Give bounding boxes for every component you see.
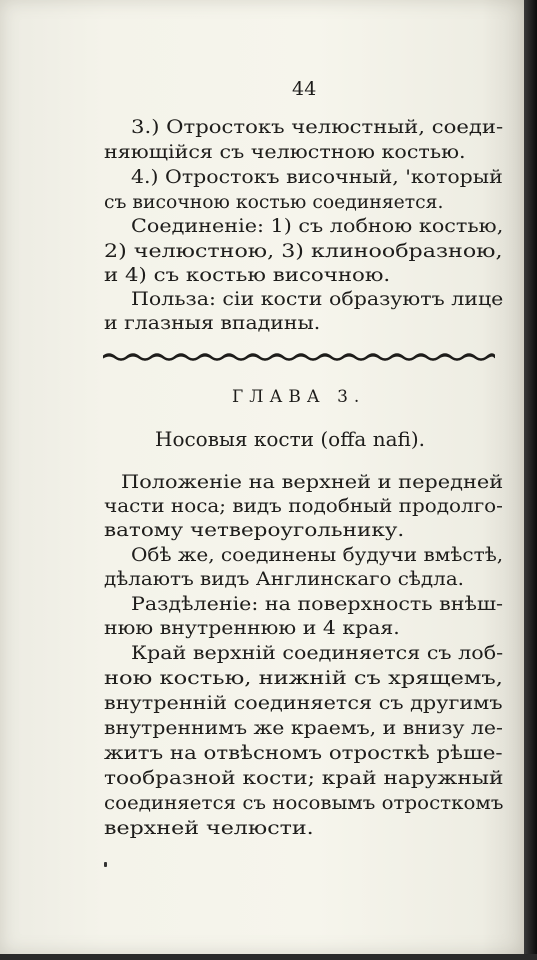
text-line: Соединеніе: 1) съ лобною костью, (131, 215, 504, 237)
text-line: 3.) Отростокъ челюстный, соеди- (131, 116, 504, 138)
text-line: Польза: сіи кости образуютъ лице (131, 288, 504, 310)
ink-speck (104, 862, 107, 867)
text-line: ватому четвероугольнику. (104, 519, 405, 541)
text-line: тообразной кости; край наружный (104, 767, 504, 789)
text-line: няющійся съ челюстною костью. (104, 141, 466, 163)
text-line: части носа; видъ подобный продолго- (104, 495, 503, 517)
text-line: и 4) съ костью височною. (104, 264, 391, 286)
text-line: Край верхній соединяется съ лоб- (131, 642, 504, 664)
text-line: соединяется съ носовымъ отросткомъ (104, 792, 504, 814)
text-line: 2) челюстною, 3) клинообразною, (104, 240, 503, 262)
text-line: Раздѣленіе: на поверхность внѣш- (131, 593, 504, 615)
decorative-wave-rule (103, 352, 495, 362)
page-bottom-edge (0, 954, 537, 960)
text-line: 4.) Отростокъ височный, 'который (131, 166, 503, 188)
text-line: внутренній соединяется съ другимъ (104, 692, 503, 714)
text-line: ною костью, нижній съ хрящемъ, (104, 667, 503, 689)
text-line: и глазныя впадины. (104, 312, 321, 334)
text-line: внутреннимъ же краемъ, и внизу ле- (104, 717, 503, 739)
text-line: верхней челюсти. (104, 817, 314, 839)
text-line: Положеніе на верхней и передней (121, 471, 504, 493)
text-line: нюю внутреннюю и 4 края. (104, 617, 400, 639)
text-line: дѣлаютъ видъ Англинскаго сѣдла. (104, 568, 465, 590)
page-number: 44 (292, 78, 317, 100)
chapter-heading: ГЛАВА 3. (232, 387, 366, 407)
book-spine-edge (524, 0, 537, 960)
text-line: Обѣ же, соединены будучи вмѣстѣ, (131, 544, 504, 566)
chapter-subheading: Носовыя кости (offa nafi). (155, 427, 426, 451)
text-line: съ височною костью соединяется. (104, 191, 444, 213)
text-line: житъ на отвѣсномъ отросткѣ рѣше- (104, 742, 503, 764)
